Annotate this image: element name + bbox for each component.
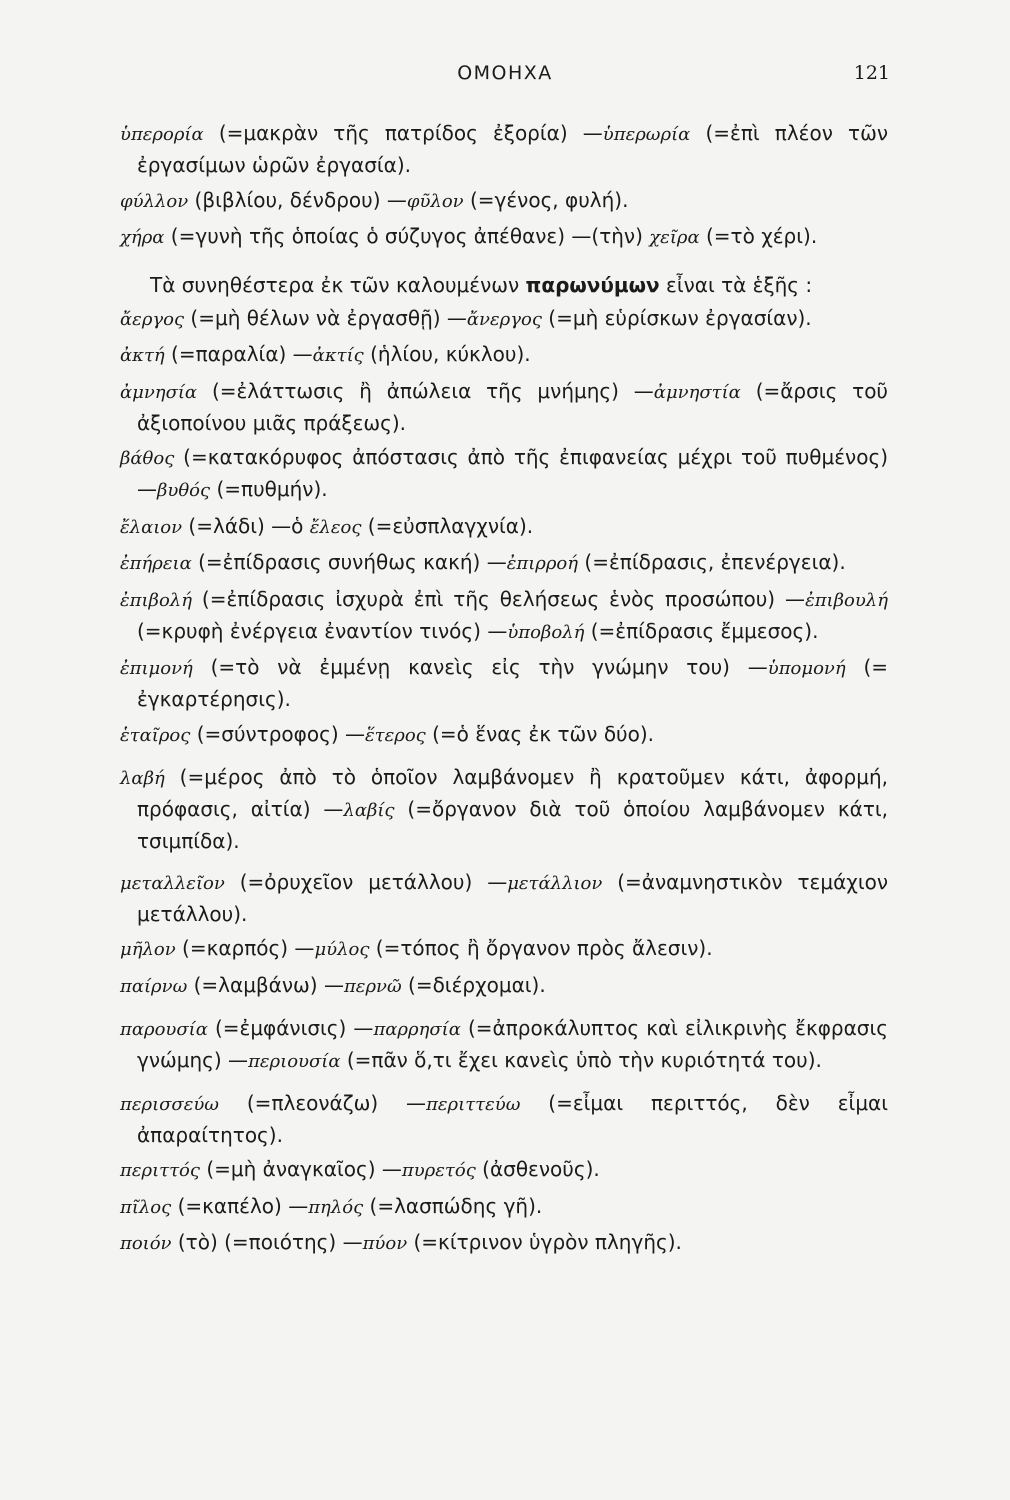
entry-term: ἀμνησία: [120, 381, 198, 403]
entry-term: περιττός: [120, 1160, 200, 1181]
entry-term: παρουσία: [120, 1018, 208, 1040]
dictionary-entry: [120, 933, 888, 965]
entry-definition: (=καπέλο) —: [171, 1193, 309, 1218]
dictionary-entry: [120, 185, 888, 217]
entry-term: ὑπερορία: [120, 124, 204, 145]
entry-term: μύλος: [314, 939, 370, 960]
paronyms-intro-paragraph: [120, 270, 888, 300]
entry-definition: (=ἐπίδρασις συνήθως κακή) —: [191, 550, 507, 574]
entry-definition: (=ἐμφάνισις) —: [207, 1015, 374, 1040]
entry-term: ἀκτίς: [312, 345, 364, 366]
entry-definition: (=ἐπίδρασις ἔμμεσος).: [584, 618, 819, 643]
entry-definition: (=μὴ ἀναγκαῖος) —: [199, 1157, 402, 1181]
entry-definition: (=τὸ νὰ ἐμμένῃ κανεὶς εἰς τὴν γνώμην του) —: [192, 655, 768, 679]
entry-definition: (=ἀναμνηστικὸν τεμάχιον μετάλλου).: [137, 869, 889, 926]
entry-term: ἀκτή: [120, 345, 165, 366]
page-body: [120, 118, 888, 1264]
entry-term: περισσεύω: [120, 1093, 219, 1115]
entry-definition: (=γένος, φυλή).: [463, 187, 629, 212]
entry-term: ἐπιβουλή: [805, 589, 888, 611]
paragraph-bold-term: παρωνύμων: [525, 272, 660, 297]
entry-definition: (ἡλίου, κύκλου).: [363, 342, 531, 366]
entry-definition: (=κρυφὴ ἐνέργεια ἐναντίον τινός) —: [137, 618, 508, 643]
entry-definition: (=λασπώδης γῆ).: [363, 1193, 543, 1218]
entry-term: ἐπιρροή: [506, 553, 579, 574]
page-number: 121: [853, 62, 890, 84]
entry-term: ὑπομονή: [767, 658, 846, 679]
entry-term: χεῖρα: [649, 227, 700, 248]
running-title: ΟΜΟΗΧΑ: [457, 62, 553, 84]
dictionary-entry: [120, 719, 888, 751]
entry-definition: (=εὐσπλαγχνία).: [361, 513, 534, 538]
dictionary-entry: [120, 339, 888, 371]
entry-term: ἄεργος: [120, 308, 185, 330]
entry-definition: (=κατακόρυφος ἀπόστασις ἀπὸ τῆς ἐπιφανείας μέχρι τοῦ πυθμένος) —: [137, 445, 888, 501]
dictionary-entry: [120, 511, 888, 543]
entry-definition: (=λαμβάνω) —: [187, 972, 344, 997]
entry-term: περιουσία: [248, 1050, 341, 1072]
dictionary-entry: [120, 1191, 888, 1223]
entry-term: πυρετός: [401, 1160, 476, 1181]
entry-term: βάθος: [120, 448, 175, 469]
dictionary-entry: [120, 442, 888, 506]
entry-term: ἐπιβολή: [120, 589, 192, 611]
dictionary-entry: [120, 376, 888, 438]
entry-term: παρρησία: [373, 1018, 461, 1040]
entry-term: ἐπήρεια: [120, 553, 192, 574]
entry-definition: (=ἐπὶ πλέον τῶν ἐργασίμων ὡρῶν ἐργασία).: [137, 121, 889, 177]
entry-term: πηλός: [308, 1196, 364, 1218]
entry-term: πύον: [362, 1233, 408, 1254]
entry-definition: (=ἐπίδρασις, ἐπενέργεια).: [578, 550, 846, 574]
dictionary-entry: [120, 652, 888, 714]
dictionary-entry: [120, 1154, 888, 1186]
entry-definition: (=ἀπροκάλυπτος καὶ εἰλικρινὴς ἔκφρασις γνώμης) —: [137, 1015, 888, 1072]
entry-term: λαβή: [120, 767, 165, 789]
entry-term: ὑποβολή: [507, 621, 585, 643]
entry-definition: (=πλεονάζω) —: [218, 1090, 427, 1115]
dictionary-entry: [120, 303, 888, 335]
entry-definition: (=ἄρσις τοῦ ἀξιοποίνου μιᾶς πράξεως).: [137, 378, 889, 435]
dictionary-entry: [120, 584, 888, 648]
entry-definition: (=τὸ χέρι).: [699, 224, 818, 248]
entry-term: ἄνεργος: [466, 308, 542, 330]
entry-term: παίρνω: [120, 975, 188, 997]
entry-definition: (βιβλίου, δένδρου) —: [188, 187, 407, 212]
entry-list-paronyms: [120, 303, 888, 1260]
entry-term: βυθός: [157, 480, 211, 501]
entry-definition: (= ἐγκαρτέρησις).: [137, 655, 888, 711]
entry-term: φῦλον: [406, 190, 464, 212]
page-header: [120, 58, 890, 92]
entry-definition: (=γυνὴ τῆς ὁποίας ὁ σύζυγος ἀπέθανε) —(τὴν): [164, 224, 650, 248]
dictionary-entry: [120, 118, 888, 180]
entry-definition: (=ἐλάττωσις ἢ ἀπώλεια τῆς μνήμης) —: [197, 378, 654, 403]
entry-definition: (=σύντροφος) —: [190, 721, 365, 746]
entry-term: ὑπερωρία: [602, 124, 691, 145]
entry-term: ποιόν: [120, 1233, 172, 1254]
dictionary-entry: [120, 1088, 888, 1150]
entry-definition: (=μακρὰν τῆς πατρίδος ἐξορία) —: [203, 121, 603, 145]
entry-term: ἔλεος: [309, 516, 362, 538]
entry-term: ἑταῖρος: [120, 724, 191, 746]
entry-definition: (=λάδι) —ὁ: [182, 513, 310, 538]
entry-definition: (=μὴ θέλων νὰ ἐργασθῇ) —: [184, 305, 467, 330]
dictionary-entry: [120, 221, 888, 253]
paragraph-text-after: εἶναι τὰ ἑξῆς :: [659, 272, 813, 297]
entry-definition: (=κίτρινον ὑγρὸν πληγῆς).: [407, 1230, 682, 1254]
entry-definition: (=εἶμαι περιττός, δὲν εἶμαι ἀπαραίτητος).: [137, 1090, 889, 1147]
entry-definition: (=πυθμήν).: [210, 477, 328, 501]
dictionary-entry: [120, 867, 888, 929]
entry-term: περιττεύω: [426, 1093, 521, 1115]
entry-definition: (=ὁ ἕνας ἐκ τῶν δύο).: [425, 721, 655, 746]
entry-term: πῖλος: [120, 1196, 172, 1218]
entry-definition: (=τόπος ἢ ὄργανον πρὸς ἄλεσιν).: [369, 936, 713, 960]
dictionary-entry: [120, 970, 888, 1002]
paragraph-text-before: Τὰ συνηθέστερα ἐκ τῶν καλουμένων: [150, 272, 526, 297]
entry-term: ἐπιμονή: [120, 658, 193, 679]
entry-term: ἔλαιον: [120, 516, 183, 538]
entry-term: ἕτερος: [364, 724, 426, 746]
dictionary-entry: [120, 762, 888, 856]
entry-definition: (=ὄργανον διὰ τοῦ ὁποίου λαμβάνομεν κάτι, τσιμπίδα).: [137, 796, 888, 853]
entry-definition: (τὸ) (=ποιότης) —: [171, 1230, 363, 1254]
dictionary-entry: [120, 1227, 888, 1259]
entry-list-homonyms: [120, 118, 888, 253]
entry-term: λαβίς: [343, 799, 395, 821]
entry-definition: (=ἐπίδρασις ἰσχυρὰ ἐπὶ τῆς θελήσεως ἑνὸς προσώπου) —: [191, 586, 806, 611]
entry-definition: (=ὀρυχεῖον μετάλλου) —: [224, 869, 508, 894]
dictionary-entry: [120, 547, 888, 579]
entry-definition: (=καρπός) —: [175, 936, 315, 960]
entry-definition: (=πᾶν ὅ,τι ἔχει κανεὶς ὑπὸ τὴν κυριότητά του).: [340, 1047, 822, 1072]
entry-term: μῆλον: [120, 939, 176, 960]
entry-term: περνῶ: [343, 975, 402, 997]
dictionary-entry: [120, 1013, 888, 1077]
entry-definition: (=μὴ εὑρίσκων ἐργασίαν).: [541, 305, 812, 330]
entry-term: μετάλλιον: [507, 872, 603, 894]
entry-definition: (=μέρος ἀπὸ τὸ ὁποῖον λαμβάνομεν ἢ κρατοῦμεν κάτι, ἀφορμή, πρόφασις, αἰτία) —: [137, 764, 888, 821]
entry-term: ἀμνηστία: [653, 381, 741, 403]
entry-definition: (ἀσθενοῦς).: [475, 1157, 600, 1181]
entry-definition: (=διέρχομαι).: [401, 972, 546, 997]
entry-term: χήρα: [120, 227, 165, 248]
entry-term: φύλλον: [120, 190, 189, 212]
entry-definition: (=παραλία) —: [164, 342, 313, 366]
entry-term: μεταλλεῖον: [120, 872, 225, 894]
